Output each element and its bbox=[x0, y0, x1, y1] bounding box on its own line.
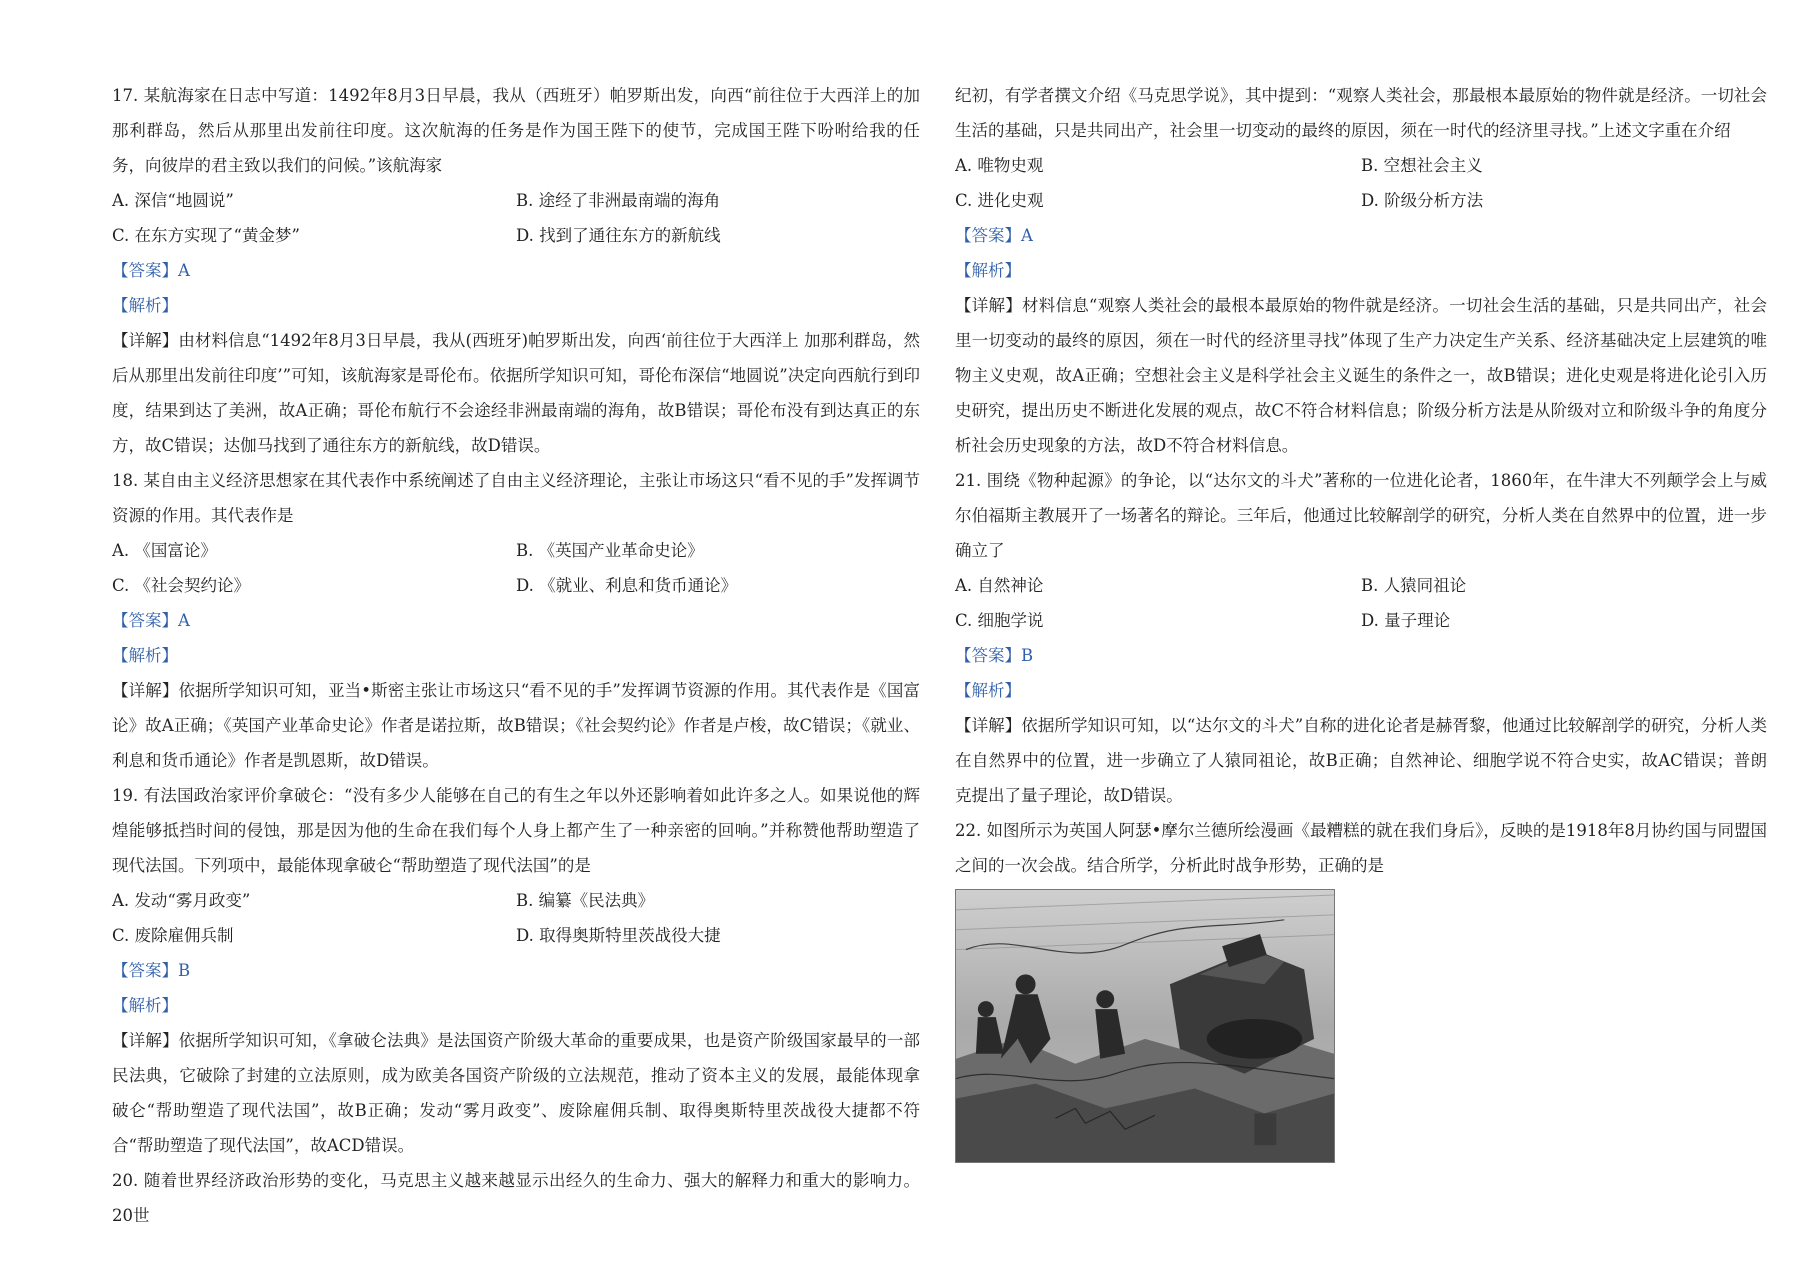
q18-stem: 18. 某自由主义经济思想家在其代表作中系统阐述了自由主义经济理论，主张让市场这只“看不见的手”发挥调节资源的作用。其代表作是 bbox=[112, 471, 920, 525]
q20-option-d: D. 阶级分析方法 bbox=[1361, 191, 1484, 210]
q18-option-b: B. 《英国产业革命史论》 bbox=[516, 541, 704, 560]
q20-detail bbox=[955, 288, 1767, 463]
q17-answer: 【答案】A bbox=[112, 261, 190, 280]
cartoon-illustration bbox=[955, 889, 1335, 1163]
q21-option-a: A. 自然神论 bbox=[955, 576, 1044, 595]
q19-detail bbox=[112, 1023, 920, 1163]
right-column bbox=[955, 78, 1767, 1163]
q20-stem-start: 20. 随着世界经济政治形势的变化，马克思主义越来越显示出经久的生命力、强大的解释力和重大的影响力。20世 bbox=[112, 1171, 920, 1225]
q18-analysis-label: 【解析】 bbox=[112, 646, 178, 665]
q17-stem: 17. 某航海家在日志中写道：1492年8月3日早晨，我从（西班牙）帕罗斯出发，向西“前往位于大西洋上的加那利群岛，然后从那里出发前往印度。这次航海的任务是作为国王陛下的使节，完成国王陛下吩咐给我的任务，向彼岸的君主致以我们的问候。”该航海家 bbox=[112, 86, 920, 175]
q21-stem: 21. 围绕《物种起源》的争论，以“达尔文的斗犬”著称的一位进化论者，1860年，在牛津大不列颠学会上与威尔伯福斯主教展开了一场著名的辩论。三年后，他通过比较解剖学的研究，分析人类在自然界中的位置，进一步确立了 bbox=[955, 471, 1767, 560]
q21-detail bbox=[955, 708, 1767, 813]
q21-detail-text: 依据所学知识可知，以“达尔文的斗犬”自称的进化论者是赫胥黎，他通过比较解剖学的研究，分析人类在自然界中的位置，进一步确立了人猿同祖论，故B正确；自然神论、细胞学说不符合史实，故AC错误；普朗克提出了量子理论，故D错误。 bbox=[955, 716, 1768, 805]
q19-option-b: B. 编纂《民法典》 bbox=[516, 891, 655, 910]
q18-detail-text: 依据所学知识可知，亚当•斯密主张让市场这只“看不见的手”发挥调节资源的作用。其代表作是《国富论》故A正确；《英国产业革命史论》作者是诺拉斯，故B错误；《社会契约论》作者是卢梭，故C错误；《就业、利息和货币通论》作者是凯恩斯，故D错误。 bbox=[112, 681, 920, 770]
q19-option-a: A. 发动“雾月政变” bbox=[112, 891, 251, 910]
q19-analysis-label: 【解析】 bbox=[112, 996, 178, 1015]
q18-detail-label: 【详解】 bbox=[112, 681, 179, 700]
q21-option-b: B. 人猿同祖论 bbox=[1361, 576, 1467, 595]
q17-option-b: B. 途经了非洲最南端的海角 bbox=[516, 191, 721, 210]
q17-option-a: A. 深信“地圆说” bbox=[112, 191, 234, 210]
q20-option-c: C. 进化史观 bbox=[955, 191, 1044, 210]
q20-detail-text: 材料信息“观察人类社会的最根本最原始的物件就是经济。一切社会生活的基础，只是共同出产，社会里一切变动的最终的原因，须在一时代的经济里寻找”体现了生产力决定生产关系、经济基础决定上层建筑的唯物主义史观，故A正确；空想社会主义是科学社会主义诞生的条件之一，故B错误；进化史观是将进化论引入历史研究，提出历史不断进化发展的观点，故C不符合材料信息；阶级分析方法是从阶级对立和阶级斗争的角度分析社会历史现象的方法，故D不符合材料信息。 bbox=[955, 296, 1768, 455]
q22-stem: 22. 如图所示为英国人阿瑟•摩尔兰德所绘漫画《最糟糕的就在我们身后》，反映的是1918年8月协约国与同盟国之间的一次会战。结合所学，分析此时战争形势，正确的是 bbox=[955, 821, 1767, 875]
q17-detail-label: 【详解】 bbox=[112, 331, 179, 350]
left-column bbox=[112, 78, 920, 1233]
q21-option-d: D. 量子理论 bbox=[1361, 611, 1451, 630]
q19-detail-text: 依据所学知识可知，《拿破仑法典》是法国资产阶级大革命的重要成果，也是资产阶级国家最早的一部民法典，它破除了封建的立法原则，成为欧美各国资产阶级的立法规范，推动了资本主义的发展，最能体现拿破仑“帮助塑造了现代法国”，故B正确；发动“雾月政变”、废除雇佣兵制、取得奥斯特里茨战役大捷都不符合“帮助塑造了现代法国”，故ACD错误。 bbox=[112, 1031, 921, 1155]
q19-detail-label: 【详解】 bbox=[112, 1031, 179, 1050]
q20-option-b: B. 空想社会主义 bbox=[1361, 156, 1483, 175]
q18-option-a: A. 《国富论》 bbox=[112, 541, 217, 560]
q17-options bbox=[112, 183, 920, 253]
q17-option-d: D. 找到了通往东方的新航线 bbox=[516, 226, 721, 245]
q19-option-c: C. 废除雇佣兵制 bbox=[112, 926, 234, 945]
q18-option-d: D. 《就业、利息和货币通论》 bbox=[516, 576, 738, 595]
q20-option-a: A. 唯物史观 bbox=[955, 156, 1044, 175]
q20-analysis-label: 【解析】 bbox=[955, 261, 1021, 280]
q21-detail-label: 【详解】 bbox=[955, 716, 1022, 735]
barrel-shape bbox=[1254, 1113, 1276, 1145]
q20-stem-continued: 纪初，有学者撰文介绍《马克思学说》，其中提到：“观察人类社会，那最根本最原始的物件就是经济。一切社会生活的基础，只是共同出产，社会里一切变动的最终的原因，须在一时代的经济里寻找。”上述文字重在介绍 bbox=[955, 86, 1767, 140]
q21-answer: 【答案】B bbox=[955, 646, 1034, 665]
q19-answer: 【答案】B bbox=[112, 961, 191, 980]
q18-answer: 【答案】A bbox=[112, 611, 190, 630]
q21-analysis-label: 【解析】 bbox=[955, 681, 1021, 700]
q21-option-c: C. 细胞学说 bbox=[955, 611, 1044, 630]
q20-answer: 【答案】A bbox=[955, 226, 1033, 245]
q19-option-d: D. 取得奥斯特里茨战役大捷 bbox=[516, 926, 721, 945]
q18-option-c: C. 《社会契约论》 bbox=[112, 576, 251, 595]
q19-stem: 19. 有法国政治家评价拿破仑：“没有多少人能够在自己的有生之年以外还影响着如此许多之人。如果说他的辉煌能够抵挡时间的侵蚀，那是因为他的生命在我们每个人身上都产生了一种亲密的回响。”并称赞他帮助塑造了现代法国。下列项中，最能体现拿破仑“帮助塑造了现代法国”的是 bbox=[112, 786, 920, 875]
q21-options bbox=[955, 568, 1767, 638]
q17-analysis-label: 【解析】 bbox=[112, 296, 178, 315]
q18-detail bbox=[112, 673, 920, 778]
q20-options bbox=[955, 148, 1767, 218]
q17-option-c: C. 在东方实现了“黄金梦” bbox=[112, 226, 300, 245]
q20-detail-label: 【详解】 bbox=[955, 296, 1022, 315]
q17-detail-text: 由材料信息“1492年8月3日早晨，我从(西班牙)帕罗斯出发，向西‘前往位于大西洋上 加那利群岛，然后从那里出发前往印度’”可知，该航海家是哥伦布。依据所学知识可知，哥伦布深信“地圆说”决定向西航行到印度，结果到达了美洲，故A正确；哥伦布航行不会途经非洲最南端的海角，故B错误；哥伦布没有到达真正的东方，故C错误；达伽马找到了通往东方的新航线，故D错误。 bbox=[112, 331, 920, 455]
q18-options bbox=[112, 533, 920, 603]
q19-options bbox=[112, 883, 920, 953]
q17-detail bbox=[112, 323, 920, 463]
